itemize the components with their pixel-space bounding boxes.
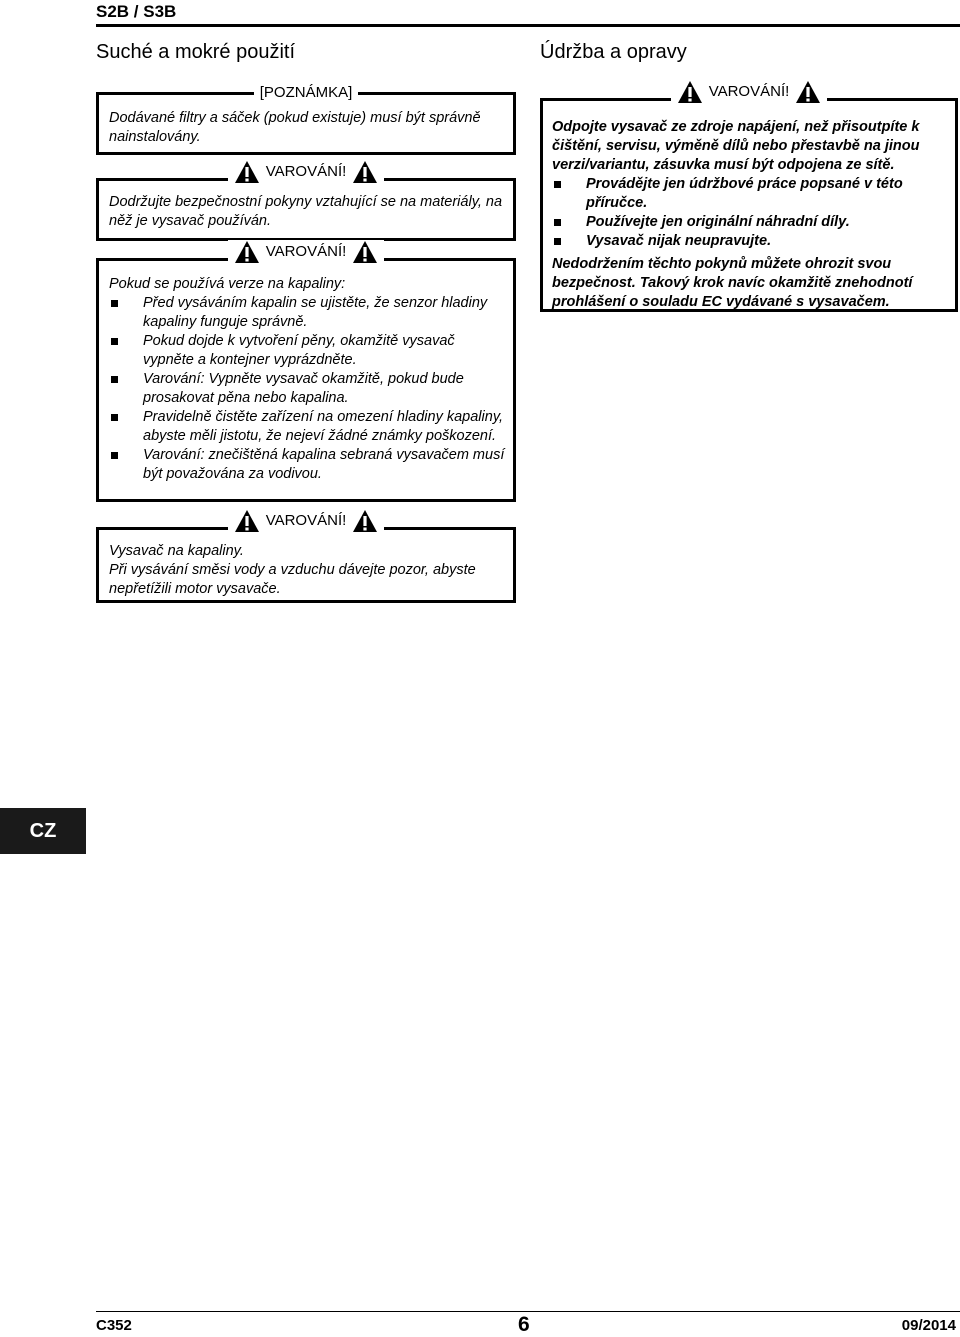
document-model-label: S2B / S3B: [96, 2, 177, 21]
list-item: Používejte jen originální náhradní díly.: [552, 213, 949, 232]
warning-caption: VAROVÁNÍ!: [265, 243, 347, 260]
square-bullet-icon: [111, 452, 118, 459]
warning-triangle-icon: [234, 240, 260, 264]
warning-triangle-icon: [234, 160, 260, 184]
section-title-dry-wet-use: Suché a mokré použití: [96, 41, 295, 63]
warning-caption: VAROVÁNÍ!: [265, 163, 347, 180]
warning-triangle-icon: [352, 240, 378, 264]
list-item: Varování: znečištěná kapalina sebraná vysavačem musí být považována za vodivou.: [109, 446, 505, 484]
warning-triangle-icon: [795, 80, 821, 104]
square-bullet-icon: [554, 238, 561, 245]
maintenance-warning-intro: Odpojte vysavač ze zdroje napájení, než přisoutpíte k čištění, servisu, výměně dílů nebo přestavbě na jinou verzi/variantu, zásuvka musí být odpojena ze sítě.: [552, 119, 920, 173]
square-bullet-icon: [111, 338, 118, 345]
square-bullet-icon: [111, 300, 118, 307]
list-item: Provádějte jen údržbové práce popsané v této příručce.: [552, 175, 949, 213]
page-number: 6: [518, 1313, 530, 1336]
warning-caption: VAROVÁNÍ!: [265, 512, 347, 529]
warning-line-liquid-vacuum: Vysavač na kapaliny.: [109, 543, 244, 559]
warning-triangle-icon: [352, 509, 378, 533]
warning-triangle-icon: [352, 160, 378, 184]
list-item: Pravidelně čistěte zařízení na omezení hladiny kapaliny, abyste měli jistotu, že nejeví žádné známky poškození.: [109, 408, 505, 446]
warning-intro-liquids: Pokud se používá verze na kapaliny:: [109, 276, 346, 292]
warning-box-liquids: [96, 243, 516, 502]
liquids-bullet-list: [109, 294, 505, 484]
warning-triangle-icon: [677, 80, 703, 104]
list-item: Pokud dojde k vytvoření pěny, okamžitě vysavač vypněte a kontejner vyprázdněte.: [109, 332, 505, 370]
warning-box-maintenance: [540, 83, 958, 312]
warning-line-motor-overload: Při vysávání směsi vody a vzduchu dávejte pozor, abyste nepřetížili motor vysavače.: [109, 562, 476, 597]
note-box: [96, 84, 516, 155]
section-title-maintenance: Údržba a opravy: [540, 41, 687, 63]
warning-box-motor: [96, 512, 516, 603]
square-bullet-icon: [554, 181, 561, 188]
note-caption: [POZNÁMKA]: [254, 83, 359, 103]
note-text: Dodávané filtry a sáček (pokud existuje) musí být správně nainstalovány.: [109, 110, 481, 145]
warning-triangle-icon: [234, 509, 260, 533]
square-bullet-icon: [111, 414, 118, 421]
warning-box-safety: [96, 163, 516, 241]
list-item: Varování: Vypněte vysavač okamžitě, pokud bude prosakovat pěna nebo kapalina.: [109, 370, 505, 408]
square-bullet-icon: [111, 376, 118, 383]
language-tab: CZ: [0, 808, 86, 854]
maintenance-warning-closing: Nedodržením těchto pokynů můžete ohrozit svou bezpečnost. Takový krok navíc okamžitě znehodnotí prohlášení o souladu EC vydávané s vysavačem.: [552, 256, 913, 310]
warning-text-safety: Dodržujte bezpečnostní pokyny vztahující se na materiály, na něž je vysavač používán.: [109, 194, 503, 229]
square-bullet-icon: [554, 219, 561, 226]
header-rule: [96, 24, 960, 27]
document-code: C352: [96, 1317, 132, 1334]
footer-rule: [96, 1311, 960, 1312]
list-item: Vysavač nijak neupravujte.: [552, 232, 949, 251]
warning-caption: VAROVÁNÍ!: [708, 83, 790, 100]
publication-date: 09/2014: [901, 1317, 956, 1334]
list-item: Před vysáváním kapalin se ujistěte, že senzor hladiny kapaliny funguje správně.: [109, 294, 505, 332]
maintenance-bullet-list: [552, 175, 949, 251]
